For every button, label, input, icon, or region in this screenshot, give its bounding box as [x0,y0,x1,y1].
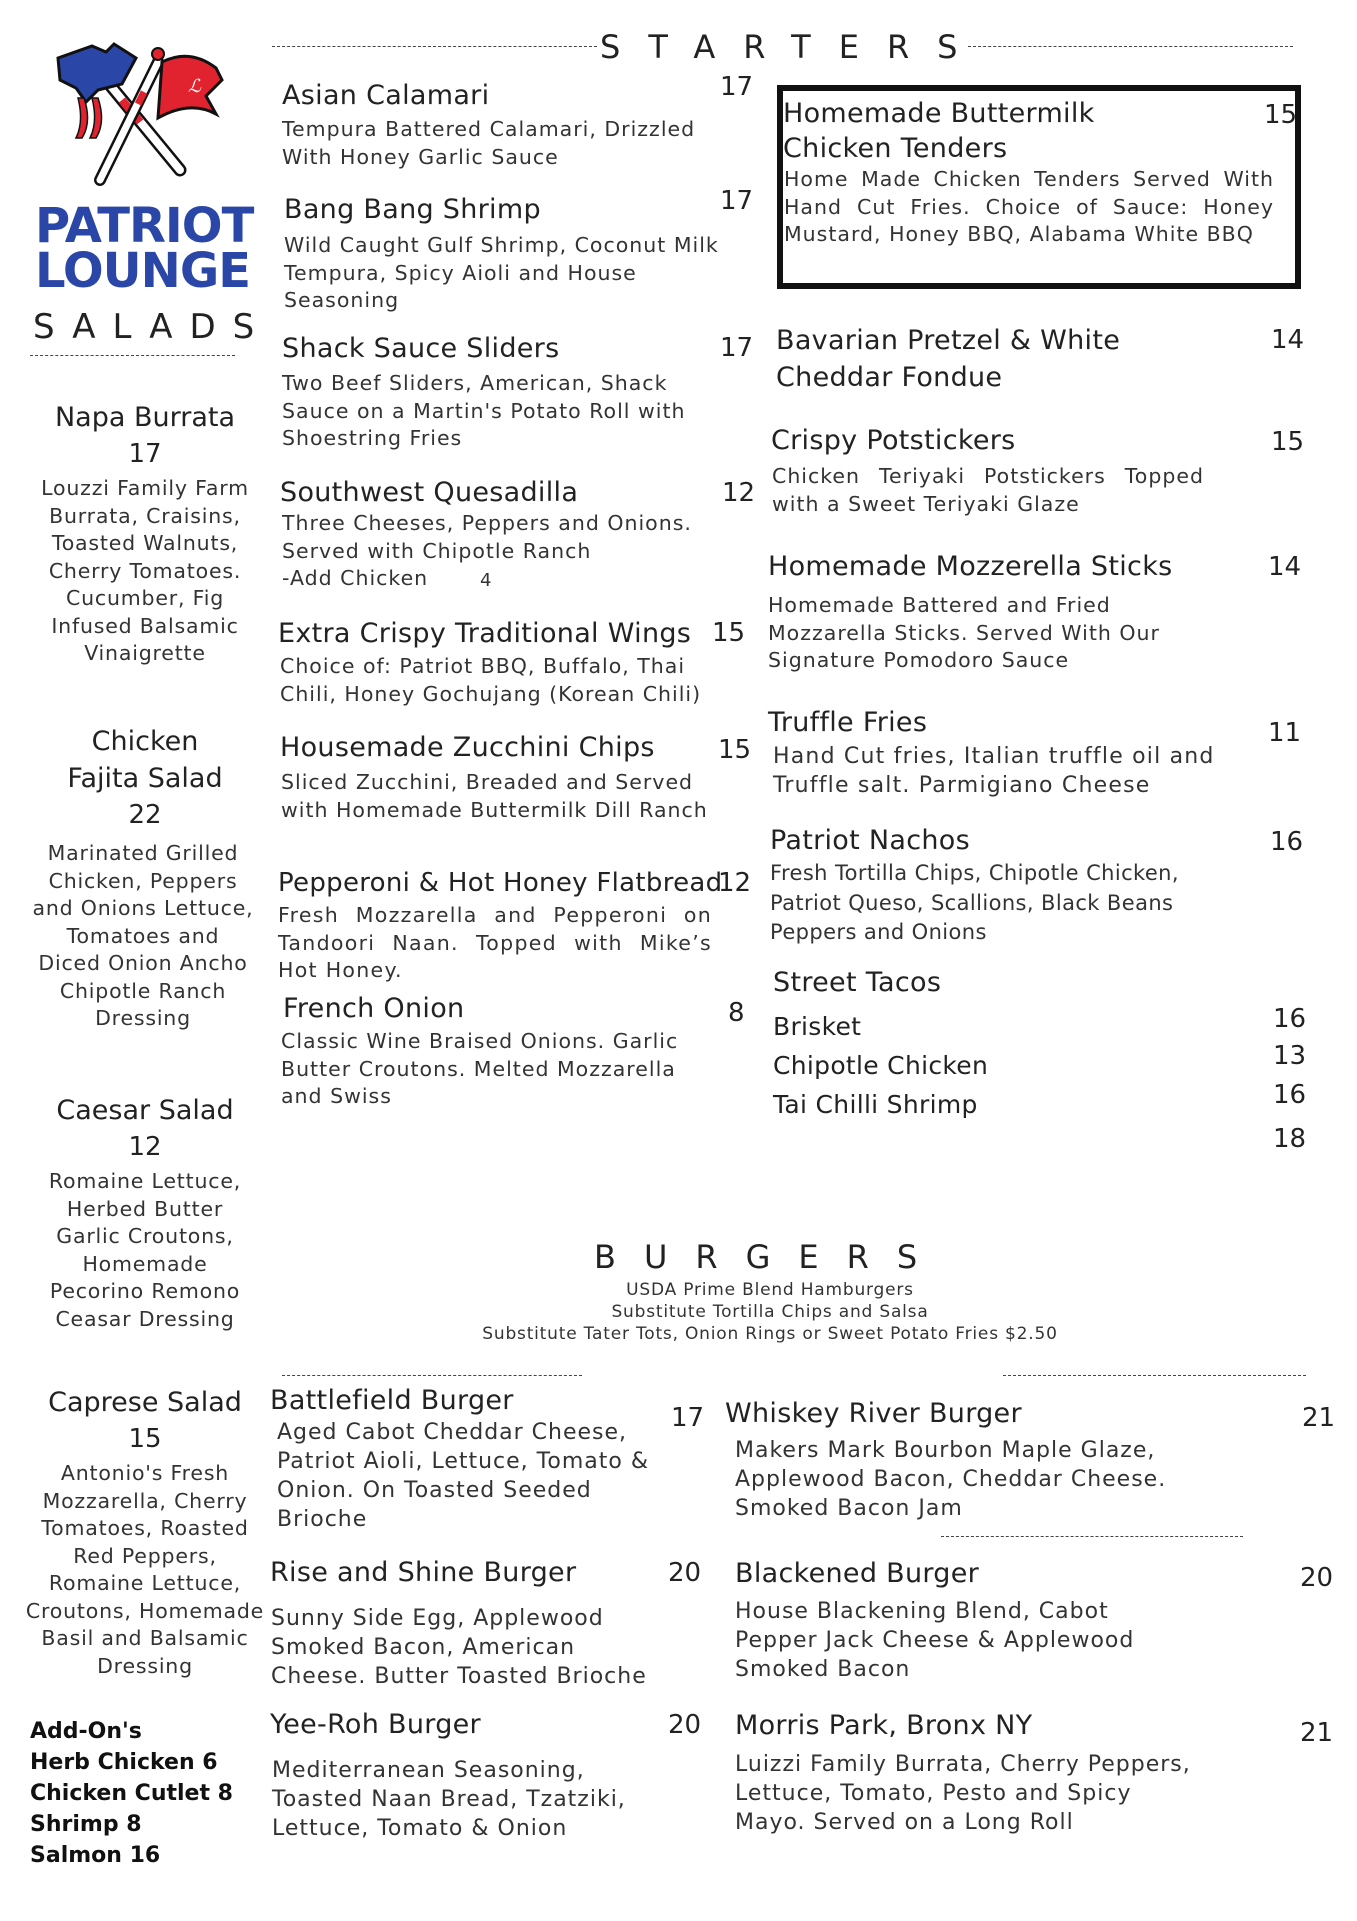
starter-name: Crispy Potstickers [771,425,1016,456]
starter-name: Asian Calamari [282,80,490,111]
burger-price: 20 [1300,1563,1334,1593]
salad-name: Napa Burrata [54,402,236,433]
starter-name: Homemade Mozzerella Sticks [768,551,1173,582]
burger-price: 20 [668,1710,702,1740]
salad-price: 12 [128,1132,162,1162]
starter-name: Shack Sauce Sliders [282,333,560,364]
salad-desc: Louzzi Family Farm Burrata, Craisins, Toasted Walnuts, Cherry Tomatoes. Cucumber, Fig Infused Balsamic Vinaigrette [41,476,249,665]
starter-name: Southwest Quesadilla [280,477,579,508]
taco-item: Chipotle Chicken [773,1051,989,1080]
burger-price: 17 [671,1403,705,1433]
starter-desc: Homemade Battered and Fried Mozzarella Sticks. Served With Our Signature Pomodoro Sauce [768,593,1160,672]
burger-name: Battlefield Burger [270,1385,514,1416]
burger-price: 20 [668,1558,702,1588]
starter-price: 11 [1268,718,1302,748]
starter-price: 15 [712,618,746,648]
starter-desc: Fresh Mozzarella and Pepperoni on Tandoori Naan. Topped with Mike’s Hot Honey. [278,903,712,982]
salad-desc: Marinated Grilled Chicken, Peppers and Onions Lettuce, Tomatoes and Diced Onion Ancho Chipotle Ranch Dressing [32,841,254,1030]
starter-name: Bang Bang Shrimp [284,194,541,225]
starter-price: 12 [718,868,752,898]
starter-desc: Choice of: Patriot BBQ, Buffalo, Thai Chili, Honey Gochujang (Korean Chili) [280,654,702,706]
starter-extra: -Add Chicken [282,566,429,590]
starter-desc: Hand Cut fries, Italian truffle oil and Truffle salt. Parmigiano Cheese [773,744,1215,798]
addons-title: Add-On's [30,1719,142,1744]
taco-item: Brisket [773,1012,862,1041]
burger-name: Whiskey River Burger [725,1398,1022,1429]
starter-price: 15 [1271,427,1305,457]
burger-desc: Sunny Side Egg, Applewood Smoked Bacon, American Cheese. Butter Toasted Brioche [271,1606,647,1689]
starter-price: 16 [1270,827,1304,857]
taco-price: 16 [1273,1080,1307,1110]
salad-desc: Romaine Lettuce, Herbed Butter Garlic Croutons, Homemade Pecorino Remono Ceasar Dressing [48,1169,242,1331]
starter-name: Patriot Nachos [770,825,970,856]
burger-desc: Luizzi Family Burrata, Cherry Peppers, Lettuce, Tomato, Pesto and Spicy Mayo. Served on a Long Roll [735,1752,1191,1835]
starter-desc: Home Made Chicken Tenders Served With Hand Cut Fries. Choice of Sauce: Honey Mustard, Honey BBQ, Alabama White BBQ [784,167,1274,246]
burger-desc: Mediterranean Seasoning, Toasted Naan Bread, Tzatziki, Lettuce, Tomato & Onion [272,1758,626,1841]
starter-name: Housemade Zucchini Chips [280,732,655,763]
svg-text:ℒ: ℒ [188,76,201,97]
starter-name: Truffle Fries [768,707,928,738]
burgers-divider-left [282,1375,582,1376]
starter-desc: Two Beef Sliders, American, Shack Sauce on a Martin's Potato Roll with Shoestring Fries [282,371,686,450]
salad-price: 17 [128,439,162,469]
crossed-flags-icon [40,40,240,190]
tacos-title: Street Tacos [773,967,942,998]
burger-desc: House Blackening Blend, Cabot Pepper Jack Cheese & Applewood Smoked Bacon [735,1599,1135,1682]
burgers-divider-right [1003,1375,1306,1376]
starter-price: 17 [720,72,754,102]
brand-name-line1: PATRIOT [35,198,254,254]
starters-divider-left [272,46,597,47]
starter-price: 17 [720,333,754,363]
starter-name: Pepperoni & Hot Honey Flatbread [278,868,723,898]
salad-chicken-fajita [20,723,270,1033]
starter-desc: Sliced Zucchini, Breaded and Served with Homemade Buttermilk Dill Ranch [281,770,708,822]
starter-desc: Three Cheeses, Peppers and Onions. Served with Chipotle Ranch [282,511,692,563]
salad-caprese [20,1384,270,1680]
starter-name: Extra Crispy Traditional Wings [278,618,692,649]
starter-price: 15 [718,735,752,765]
starter-price: 8 [728,998,745,1028]
salad-desc: Antonio's Fresh Mozzarella, Cherry Tomatoes, Roasted Red Peppers, Romaine Lettuce, Croutons, Homemade Basil and Balsamic Dressing [25,1461,265,1678]
salad-name: Chicken Fajita Salad [67,726,223,794]
starters-divider-right [968,46,1293,47]
starter-name: Bavarian Pretzel & White Cheddar Fondue [776,325,1121,393]
taco-item: Tai Chilli Shrimp [773,1090,978,1119]
taco-price: 13 [1273,1041,1307,1071]
starter-desc: Classic Wine Braised Onions. Garlic Butter Croutons. Melted Mozzarella and Swiss [281,1029,679,1108]
salad-caesar [20,1092,270,1333]
starter-price: 14 [1268,552,1302,582]
burger-desc: Aged Cabot Cheddar Cheese, Patriot Aioli, Lettuce, Tomato & Onion. On Toasted Seeded Brioche [277,1420,649,1532]
burger-name: Rise and Shine Burger [270,1557,577,1588]
burger-name: Morris Park, Bronx NY [735,1710,1033,1741]
salads-title: SALADS [33,307,272,347]
logo-emblem [40,40,240,190]
starter-desc: Fresh Tortilla Chips, Chipotle Chicken, Patriot Queso, Scallions, Black Beans Peppers and Onions [770,861,1179,944]
salad-price: 15 [128,1424,162,1454]
brand-name-line2: LOUNGE [35,243,251,299]
taco-price: 16 [1273,1004,1307,1034]
burger-price: 21 [1300,1718,1334,1748]
starter-desc: Wild Caught Gulf Shrimp, Coconut Milk Tempura, Spicy Aioli and House Seasoning [284,233,719,312]
salad-napa-burrata [20,399,270,668]
salad-name: Caprese Salad [48,1387,242,1418]
starter-desc: Tempura Battered Calamari, Drizzled With Honey Garlic Sauce [282,117,696,169]
burgers-subtitle: Substitute Tater Tots, Onion Rings or Sweet Potato Fries $2.50 [482,1324,1058,1344]
burger-name: Yee-Roh Burger [270,1709,481,1740]
starter-name: Homemade Buttermilk Chicken Tenders [783,98,1095,164]
salad-price: 22 [128,800,162,830]
addon-item: Chicken Cutlet 8 [30,1781,233,1806]
starter-price: 14 [1271,325,1305,355]
burger-name: Blackened Burger [735,1558,980,1589]
burgers-subtitle: USDA Prime Blend Hamburgers [626,1280,914,1300]
burger-desc: Makers Mark Bourbon Maple Glaze, Applewood Bacon, Cheddar Cheese. Smoked Bacon Jam [735,1438,1167,1521]
starters-title: STARTERS [600,28,986,66]
salads-divider [30,355,235,356]
salad-name: Caesar Salad [56,1095,234,1126]
addon-item: Shrimp 8 [30,1812,142,1837]
addon-item: Herb Chicken 6 [30,1750,218,1775]
starter-price: 15 [1264,100,1298,130]
starter-name: French Onion [283,993,465,1024]
burgers-title: BURGERS [594,1238,946,1276]
starter-price: 17 [720,186,754,216]
starter-price: 12 [722,478,756,508]
burgers-divider-mid [941,1536,1243,1537]
taco-price: 18 [1273,1124,1307,1154]
addon-item: Salmon 16 [30,1843,161,1868]
burger-price: 21 [1302,1403,1336,1433]
burgers-subtitle: Substitute Tortilla Chips and Salsa [611,1302,929,1322]
starter-extra-price: 4 [480,570,493,591]
starter-desc: Chicken Teriyaki Potstickers Topped with a Sweet Teriyaki Glaze [772,464,1204,516]
